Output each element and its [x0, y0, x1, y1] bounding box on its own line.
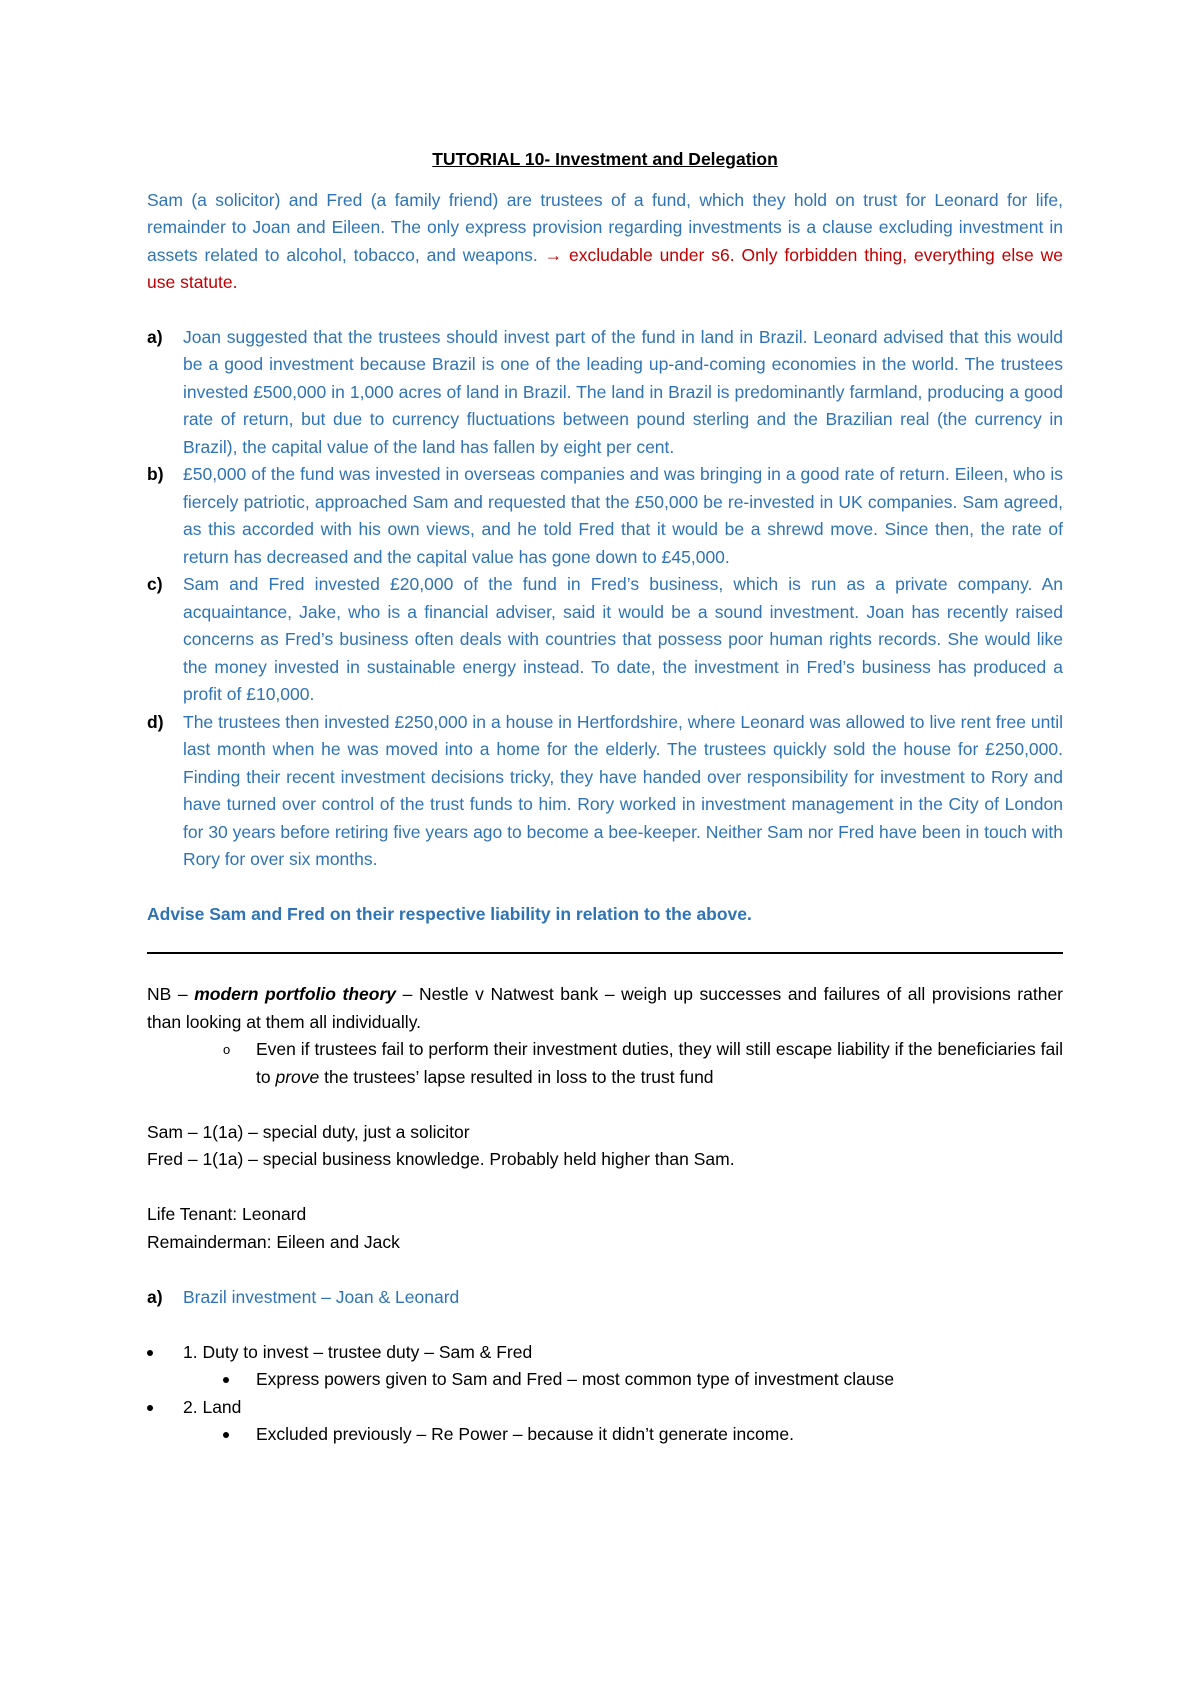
- note-remainderman: Remainderman: Eileen and Jack: [147, 1231, 400, 1252]
- circle-bullet-icon: o: [223, 1042, 231, 1057]
- nb-sub-pre: Even if trustees fail to perform their investment duties, they will still escape liability if the beneficiaries fail to: [256, 1039, 1063, 1087]
- scenario-item-a: [147, 324, 1063, 462]
- intro-text: Sam (a solicitor) and Fred (a family friend) are trustees of a fund, which they hold on trust for Leonard for life, remainder to Joan and Eileen. The only express provision regarding investments is a clause excluding investment in assets related to alcohol, tobacco, and weapons.: [147, 189, 1063, 265]
- intro-note: excludable under s6. Only forbidden thing, everything else we use statute.: [147, 244, 1063, 292]
- scenario-item-d: [147, 709, 1063, 874]
- advise-question: Advise Sam and Fred on their respective liability in relation to the above.: [147, 903, 752, 924]
- sub-bullet-text: Express powers given to Sam and Fred – most common type of investment clause: [256, 1369, 895, 1389]
- intro-arrow-icon: →: [544, 244, 563, 265]
- nb-sub-post: the trustees’ lapse resulted in loss to the trust fund: [319, 1066, 714, 1087]
- scenario-item-c: [147, 571, 1063, 709]
- scenario-marker: a): [147, 326, 163, 347]
- section-heading-text: Brazil investment – Joan & Leonard: [183, 1286, 460, 1307]
- scenario-marker: b): [147, 464, 164, 484]
- scenario-text: Joan suggested that the trustees should invest part of the fund in land in Brazil. Leonard advised that this would be a good investment because Brazil is one of the leading up-and-coming economies in the world. The trustees invested £500,000 in 1,000 acres of land in Brazil. The land in Brazil is predominantly farmland, producing a good rate of return, but due to currency fluctuations between pound sterling and the Brazilian real (the currency in Brazil), the capital value of the land has fallen by eight per cent.: [183, 326, 1063, 457]
- bullet-icon: [147, 1350, 153, 1356]
- nb-sub-item: [147, 1036, 1063, 1091]
- bullet-icon: [223, 1432, 229, 1438]
- nb-prefix: NB –: [147, 984, 195, 1004]
- scenario-list: [147, 324, 1063, 874]
- note-fred: Fred – 1(1a) – special business knowledge. Probably held higher than Sam.: [147, 1149, 735, 1169]
- section-marker: a): [147, 1286, 163, 1307]
- nb-sub-emphasis: prove: [275, 1066, 320, 1087]
- sub-bullet-item: [147, 1421, 1063, 1449]
- scenario-marker: c): [147, 574, 163, 594]
- intro-paragraph: [147, 187, 1063, 297]
- bullet-text: 1. Duty to invest – trustee duty – Sam & Fred: [183, 1341, 533, 1362]
- note-life-tenant: Life Tenant: Leonard: [147, 1204, 307, 1224]
- nb-paragraph: [147, 981, 1063, 1036]
- bullet-icon: [147, 1405, 153, 1411]
- bullet-text: 2. Land: [183, 1396, 242, 1417]
- section-divider: [147, 952, 1063, 954]
- scenario-text: Sam and Fred invested £20,000 of the fund in Fred’s business, which is run as a private company. An acquaintance, Jake, who is a financial adviser, said it would be a sound investment. Joan has recently raised concerns as Fred’s business often deals with countries that possess poor human rights records. She would like the money invested in sustainable energy instead. To date, the investment in Fred’s business has produced a profit of £10,000.: [183, 574, 1063, 704]
- scenario-item-b: [147, 461, 1063, 571]
- bullet-item: [147, 1394, 1063, 1422]
- scenario-text: £50,000 of the fund was invested in overseas companies and was bringing in a good rate of return. Eileen, who is fiercely patriotic, approached Sam and requested that the £50,000 be re-invested in UK companies. Sam agreed, as this accorded with his own views, and he told Fred that it would be a shrewd move. Since then, the rate of return has decreased and the capital value has gone down to £45,000.: [183, 464, 1063, 567]
- nb-rest: – Nestle v Natwest bank – weigh up successes and failures of all provisions rather than looking at them all individually.: [147, 984, 1063, 1032]
- bullet-item: [147, 1339, 1063, 1367]
- sub-bullet-item: [147, 1366, 1063, 1394]
- note-sam: Sam – 1(1a) – special duty, just a solicitor: [147, 1121, 470, 1142]
- scenario-text: The trustees then invested £250,000 in a house in Hertfordshire, where Leonard was allowed to live rent free until last month when he was moved into a home for the elderly. The trustees quickly sold the house for £250,000. Finding their recent investment decisions tricky, they have handed over responsibility for investment to Rory and have turned over control of the trust funds to him. Rory worked in investment management in the City of London for 30 years before retiring five years ago to become a bee-keeper. Neither Sam nor Fred have been in touch with Rory for over six months.: [183, 711, 1063, 869]
- scenario-marker: d): [147, 711, 164, 732]
- document-content: [147, 146, 1063, 1449]
- section-a-heading: [147, 1284, 1063, 1312]
- page-title: TUTORIAL 10- Investment and Delegation: [432, 149, 778, 169]
- sub-bullet-text: Excluded previously – Re Power – because it didn’t generate income.: [256, 1424, 794, 1444]
- bullet-icon: [223, 1377, 229, 1383]
- nb-emphasis: modern portfolio theory: [194, 984, 397, 1004]
